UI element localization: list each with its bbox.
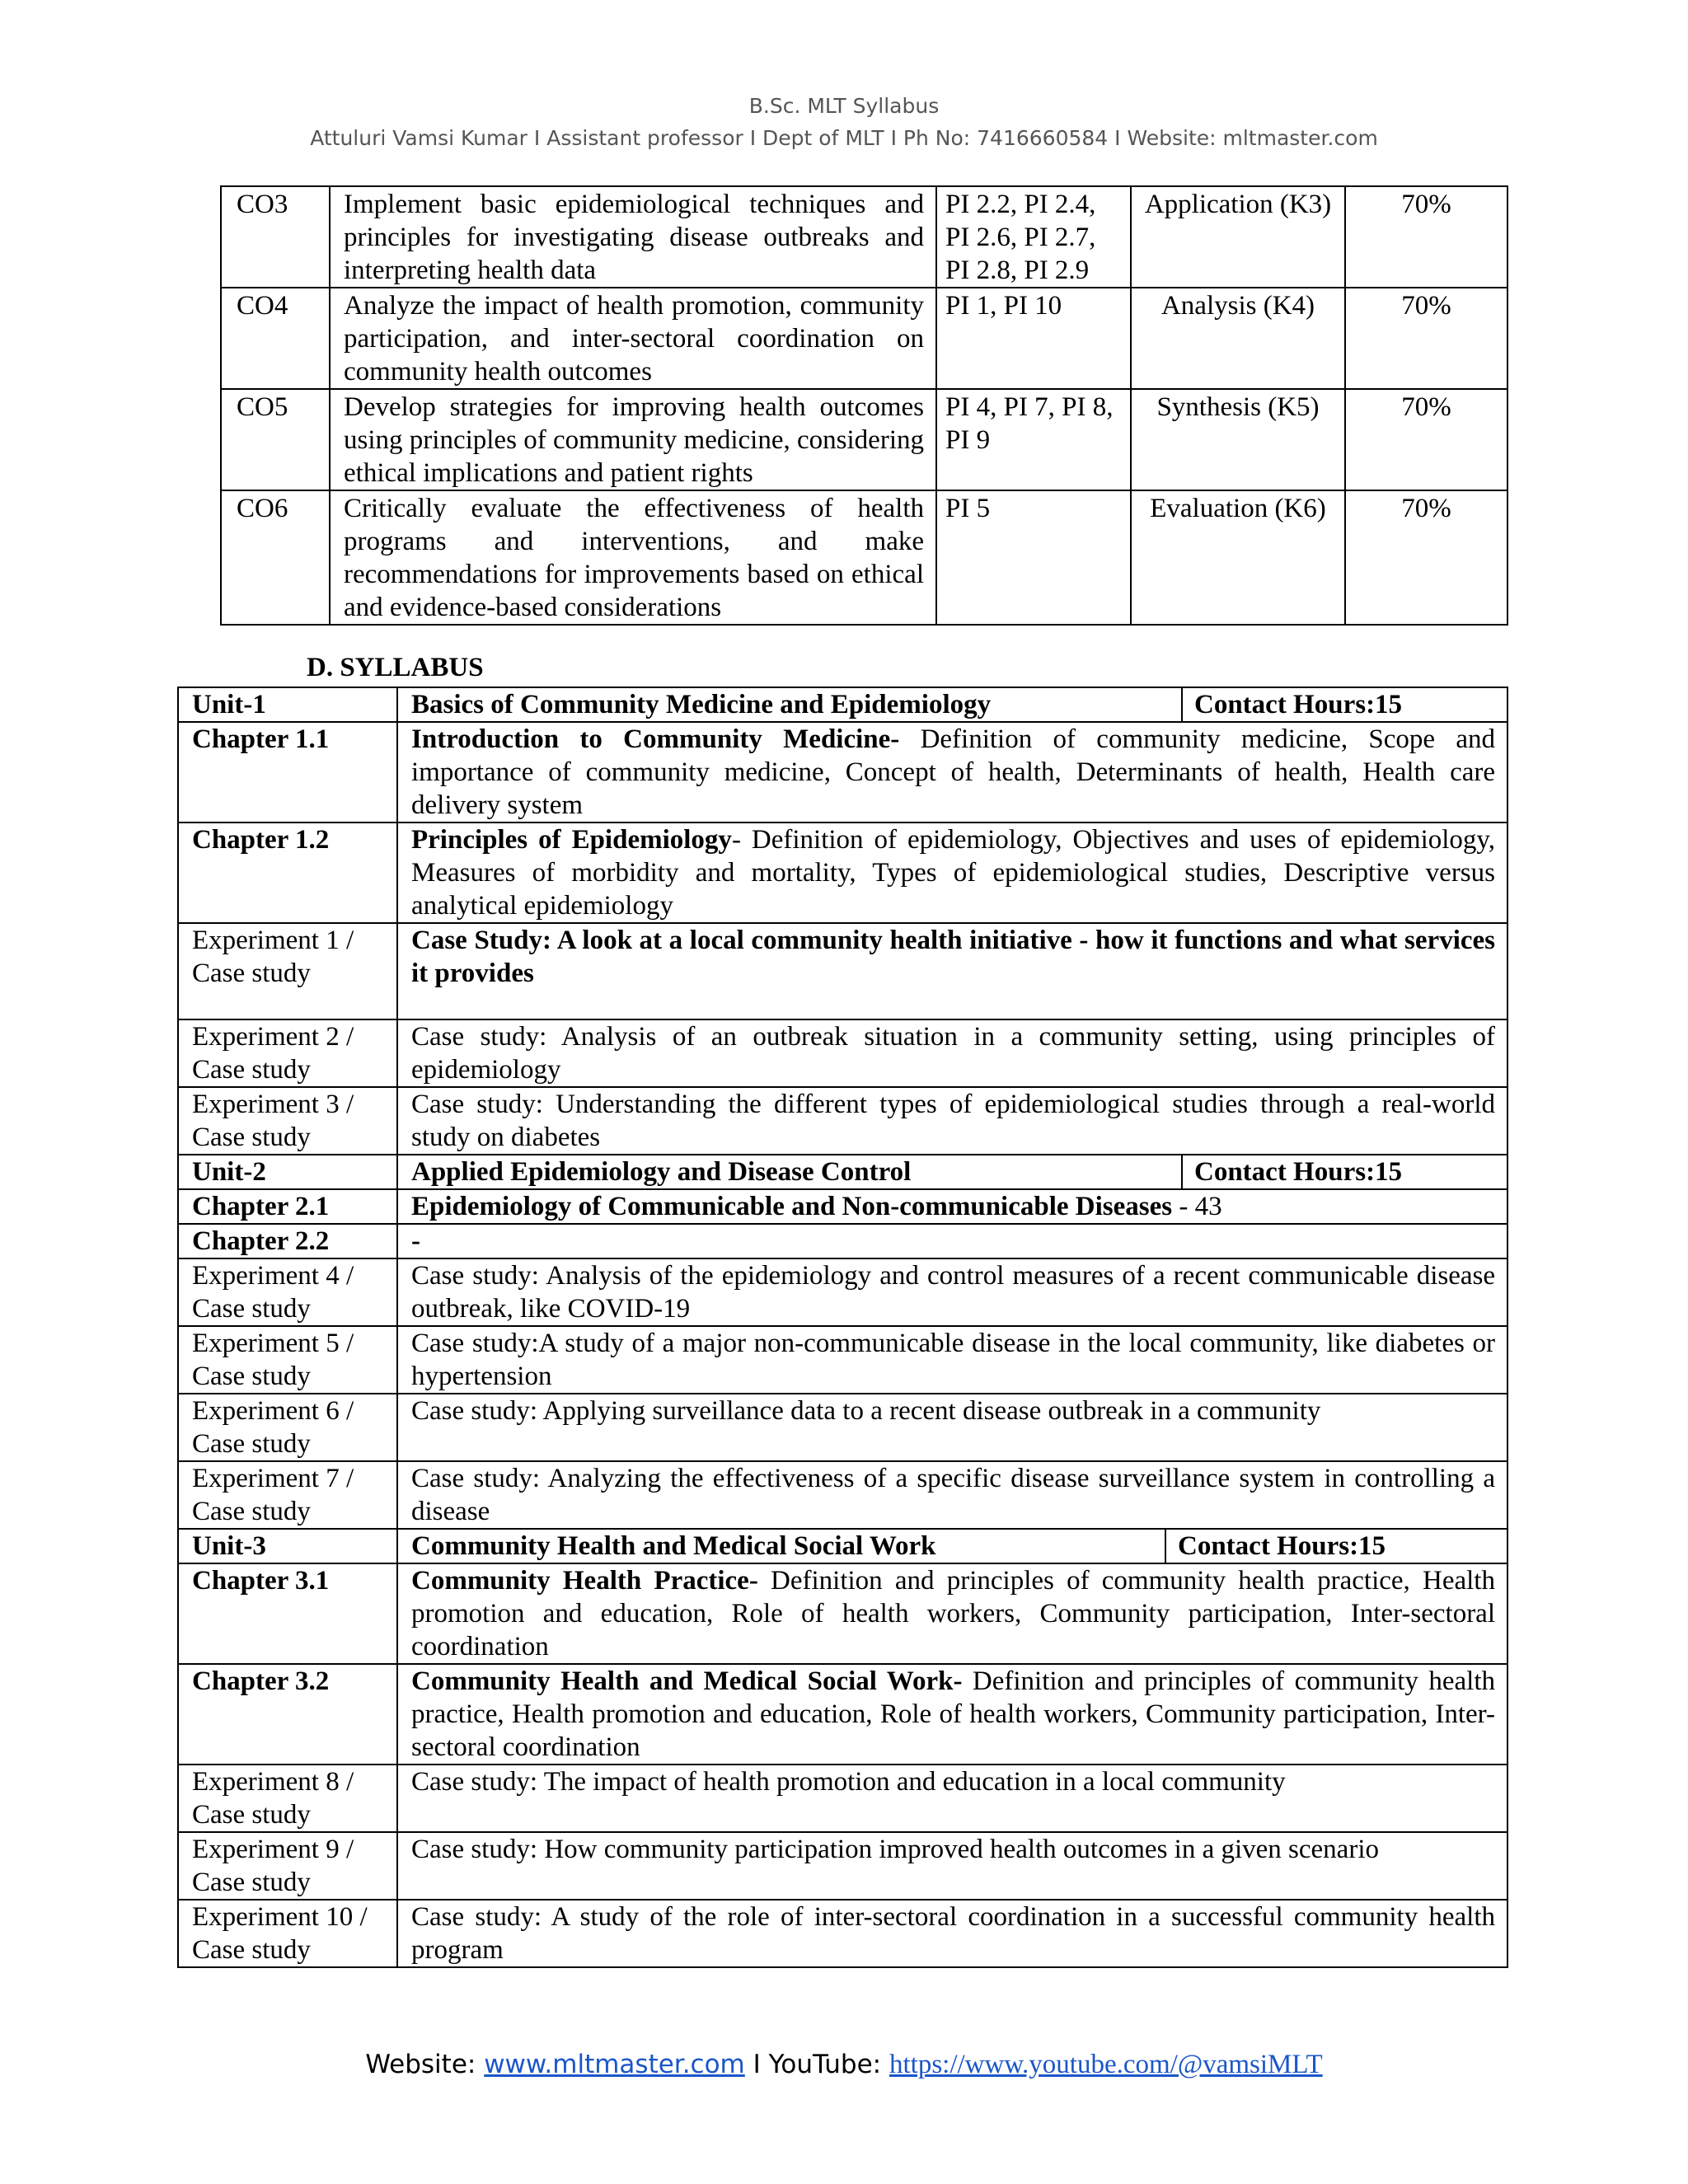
contact-hours: Contact Hours:15 <box>1182 1155 1507 1188</box>
row-text: Case study: The impact of health promotion and education in a local community <box>411 1767 1286 1797</box>
co-row <box>221 490 1507 625</box>
row-text: Definition and principles of community health practice, Health promotion and education, Role of health workers, Community participation, Inter-sectoral coordination <box>411 1666 1495 1762</box>
row-description <box>397 1258 1507 1326</box>
syllabus-table <box>177 687 1508 1968</box>
syllabus-row <box>178 1900 1507 1967</box>
row-label: Chapter 1.1 <box>178 722 397 823</box>
course-outcomes-table <box>220 185 1508 626</box>
row-description <box>397 1664 1507 1765</box>
row-text: Definition of community medicine, Scope and importance of community medicine, Concept of health, Determinants of health, Health care delivery system <box>411 724 1495 820</box>
co-pi: PI 2.2, PI 2.4, PI 2.6, PI 2.7, PI 2.8, PI 2.9 <box>936 186 1131 288</box>
website-link[interactable]: www.mltmaster.com <box>484 2050 745 2079</box>
row-description <box>397 1900 1507 1967</box>
row-heading: Epidemiology of Communicable and Non-communicable Diseases <box>411 1192 1173 1221</box>
row-heading: Principles of Epidemiology <box>411 825 732 855</box>
co-level: Evaluation (K6) <box>1131 490 1345 625</box>
row-label: Experiment 8 / Case study <box>178 1765 397 1832</box>
syllabus-row <box>178 823 1507 923</box>
row-label: Chapter 3.2 <box>178 1664 397 1765</box>
co-target: 70% <box>1345 186 1507 288</box>
row-description <box>397 1019 1507 1087</box>
row-text: Case study: How community participation improved health outcomes in a given scenario <box>411 1835 1379 1864</box>
syllabus-row <box>178 1326 1507 1394</box>
row-heading: Introduction to Community Medicine- <box>411 724 900 754</box>
row-label: Experiment 4 / Case study <box>178 1258 397 1326</box>
row-description <box>397 923 1507 1019</box>
co-id: CO5 <box>221 389 330 490</box>
row-description <box>397 1461 1507 1529</box>
unit-header-table <box>398 1530 1507 1563</box>
co-id: CO4 <box>221 288 330 389</box>
row-label: Experiment 3 / Case study <box>178 1087 397 1155</box>
syllabus-row <box>178 1563 1507 1664</box>
row-description <box>397 1394 1507 1461</box>
row-text: Definition and principles of community health practice, Health promotion and education, Role of health workers, Community participation, Inter-sectoral coordination <box>411 1566 1495 1661</box>
co-description: Analyze the impact of health promotion, community participation, and inter-sectoral coordination on community health outcomes <box>330 288 936 389</box>
co-pi: PI 5 <box>936 490 1131 625</box>
row-description <box>397 1326 1507 1394</box>
unit-header <box>397 1155 1507 1189</box>
row-description <box>397 1765 1507 1832</box>
row-text: - Definition of epidemiology, Objectives and uses of epidemiology, Measures of morbidity and mortality, Types of epidemiological studies, Descriptive versus analytical epidemiology <box>411 825 1496 921</box>
header-title: B.Sc. MLT Syllabus <box>748 94 940 118</box>
youtube-link[interactable]: https://www.youtube.com/@vamsiMLT <box>889 2050 1323 2079</box>
row-label: Experiment 5 / Case study <box>178 1326 397 1394</box>
co-id: CO6 <box>221 490 330 625</box>
co-description: Develop strategies for improving health outcomes using principles of community medicine, considering ethical implications and patient rights <box>330 389 936 490</box>
unit-label: Unit-2 <box>178 1155 397 1189</box>
co-row <box>221 288 1507 389</box>
unit-row <box>178 687 1507 722</box>
row-heading: Case Study: A look at a local community health initiative - how it functions and what services it provides <box>411 926 1495 988</box>
row-text: Case study: Analyzing the effectiveness of a specific disease surveillance system in controlling a disease <box>411 1464 1495 1526</box>
row-heading: - <box>411 1226 420 1256</box>
co-description: Implement basic epidemiological techniques and principles for investigating disease outbreaks and interpreting health data <box>330 186 936 288</box>
co-row <box>221 186 1507 288</box>
row-label: Chapter 3.1 <box>178 1563 397 1664</box>
row-description <box>397 722 1507 823</box>
row-text: Case study: Analysis of an outbreak situation in a community setting, using principles of epidemiology <box>411 1022 1495 1085</box>
row-label: Experiment 10 / Case study <box>178 1900 397 1967</box>
unit-row <box>178 1155 1507 1189</box>
co-level: Application (K3) <box>1131 186 1345 288</box>
contact-hours: Contact Hours:15 <box>1182 688 1507 721</box>
section-title: D. SYLLABUS <box>307 653 484 682</box>
unit-row <box>178 1529 1507 1563</box>
row-description <box>397 823 1507 923</box>
co-pi: PI 1, PI 10 <box>936 288 1131 389</box>
co-description: Critically evaluate the effectiveness of health programs and interventions, and make recommendations for improvements based on ethical and evidence-based considerations <box>330 490 936 625</box>
row-text: Case study: Applying surveillance data to a recent disease outbreak in a community <box>411 1396 1321 1426</box>
row-label: Chapter 2.1 <box>178 1189 397 1224</box>
row-description <box>397 1224 1507 1258</box>
row-heading: Community Health Practice- <box>411 1566 758 1596</box>
co-pi: PI 4, PI 7, PI 8, PI 9 <box>936 389 1131 490</box>
syllabus-row <box>178 1394 1507 1461</box>
unit-header-table <box>398 688 1507 721</box>
syllabus-row <box>178 1832 1507 1900</box>
co-row <box>221 389 1507 490</box>
row-text: Case study: Understanding the different types of epidemiological studies through a real-world study on diabetes <box>411 1090 1495 1152</box>
co-id: CO3 <box>221 186 330 288</box>
row-label: Experiment 9 / Case study <box>178 1832 397 1900</box>
footer <box>0 2048 1688 2081</box>
co-level: Synthesis (K5) <box>1131 389 1345 490</box>
syllabus-row <box>178 1087 1507 1155</box>
unit-title: Basics of Community Medicine and Epidemiology <box>411 690 992 719</box>
contact-hours: Contact Hours:15 <box>1165 1530 1507 1563</box>
row-text: Case study: A study of the role of inter-sectoral coordination in a successful community health program <box>411 1902 1495 1965</box>
unit-label: Unit-3 <box>178 1529 397 1563</box>
syllabus-row <box>178 1224 1507 1258</box>
row-text: - 43 <box>1172 1192 1222 1221</box>
header-subtitle: Attuluri Vamsi Kumar I Assistant professor I Dept of MLT I Ph No: 7416660584 I Website: mltmaster.com <box>310 126 1378 150</box>
unit-header <box>397 1529 1507 1563</box>
row-label: Experiment 6 / Case study <box>178 1394 397 1461</box>
syllabus-row <box>178 1019 1507 1087</box>
syllabus-row <box>178 1765 1507 1832</box>
row-heading: Community Health and Medical Social Work- <box>411 1666 963 1696</box>
unit-header <box>397 687 1507 722</box>
row-label: Experiment 1 / Case study <box>178 923 397 1019</box>
syllabus-row <box>178 923 1507 1019</box>
unit-header-table <box>398 1155 1507 1188</box>
co-target: 70% <box>1345 288 1507 389</box>
syllabus-row <box>178 1461 1507 1529</box>
row-label: Chapter 1.2 <box>178 823 397 923</box>
co-level: Analysis (K4) <box>1131 288 1345 389</box>
syllabus-row <box>178 1258 1507 1326</box>
row-description <box>397 1563 1507 1664</box>
syllabus-row <box>178 1664 1507 1765</box>
syllabus-row <box>178 1189 1507 1224</box>
co-target: 70% <box>1345 490 1507 625</box>
row-text: Case study:A study of a major non-communicable disease in the local community, like diabetes or hypertension <box>411 1329 1495 1391</box>
unit-label: Unit-1 <box>178 687 397 722</box>
footer-website-label: Website: <box>365 2050 485 2079</box>
row-description <box>397 1832 1507 1900</box>
row-description <box>397 1189 1507 1224</box>
row-label: Chapter 2.2 <box>178 1224 397 1258</box>
row-label: Experiment 7 / Case study <box>178 1461 397 1529</box>
co-target: 70% <box>1345 389 1507 490</box>
row-text: Case study: Analysis of the epidemiology and control measures of a recent communicable disease outbreak, like COVID-19 <box>411 1261 1495 1324</box>
syllabus-row <box>178 722 1507 823</box>
unit-title: Community Health and Medical Social Work <box>411 1531 936 1561</box>
row-description <box>397 1087 1507 1155</box>
row-label: Experiment 2 / Case study <box>178 1019 397 1087</box>
footer-youtube-label: I YouTube: <box>744 2050 889 2079</box>
unit-title: Applied Epidemiology and Disease Control <box>411 1157 912 1187</box>
